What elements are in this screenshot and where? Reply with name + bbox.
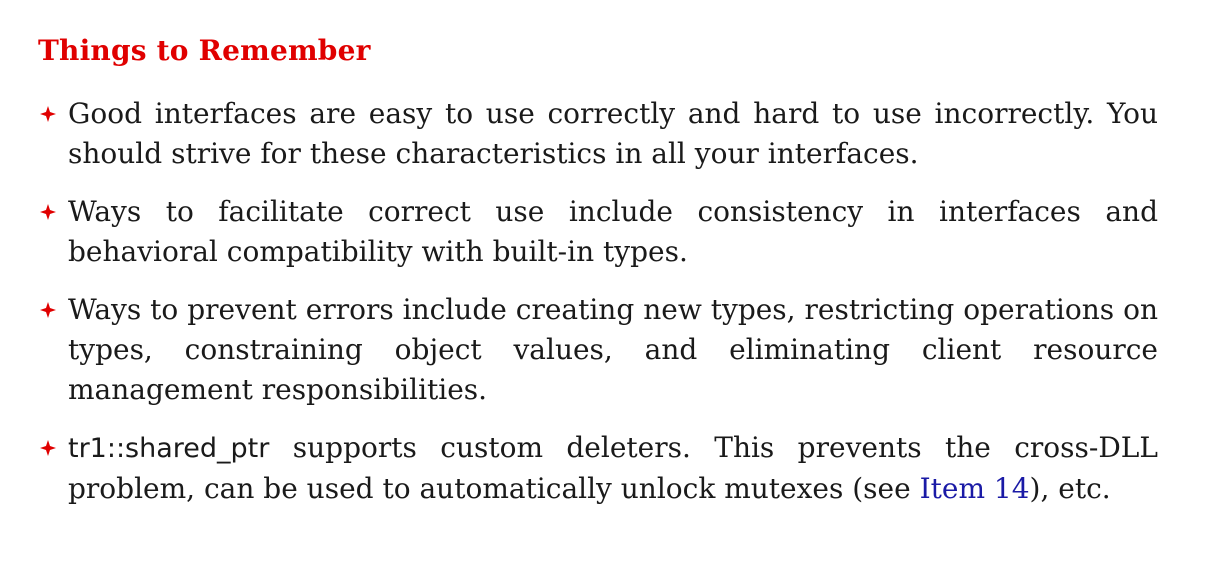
list-item [38,94,1158,174]
item-text-segment: supports custom deleters. This prevents the cross-DLL problem, can be used to automatically unlock mutexes (see [68,431,1158,505]
list-item [38,428,1158,509]
list-item [38,290,1158,410]
item-text-segment: ), etc. [1029,472,1111,505]
four-point-star-icon [38,202,60,224]
item-text: Ways to facilitate correct use include consistency in interfaces and behavioral compatibility with built-in types. [68,195,1158,268]
four-point-star-icon [38,438,60,460]
list-item [38,192,1158,272]
item-14-link[interactable]: Item 14 [919,472,1030,505]
code-term: tr1::shared_ptr [68,433,270,464]
item-text [68,428,1158,509]
four-point-star-icon [38,104,60,126]
four-point-star-icon [38,300,60,322]
item-text: Good interfaces are easy to use correctly and hard to use incorrectly. You should strive for these characteristics in all your interfaces. [68,97,1158,170]
section-heading: Things to Remember [38,34,371,67]
item-text: Ways to prevent errors include creating new types, restricting operations on types, constraining object values, and eliminating client resource management responsibilities. [68,293,1158,406]
